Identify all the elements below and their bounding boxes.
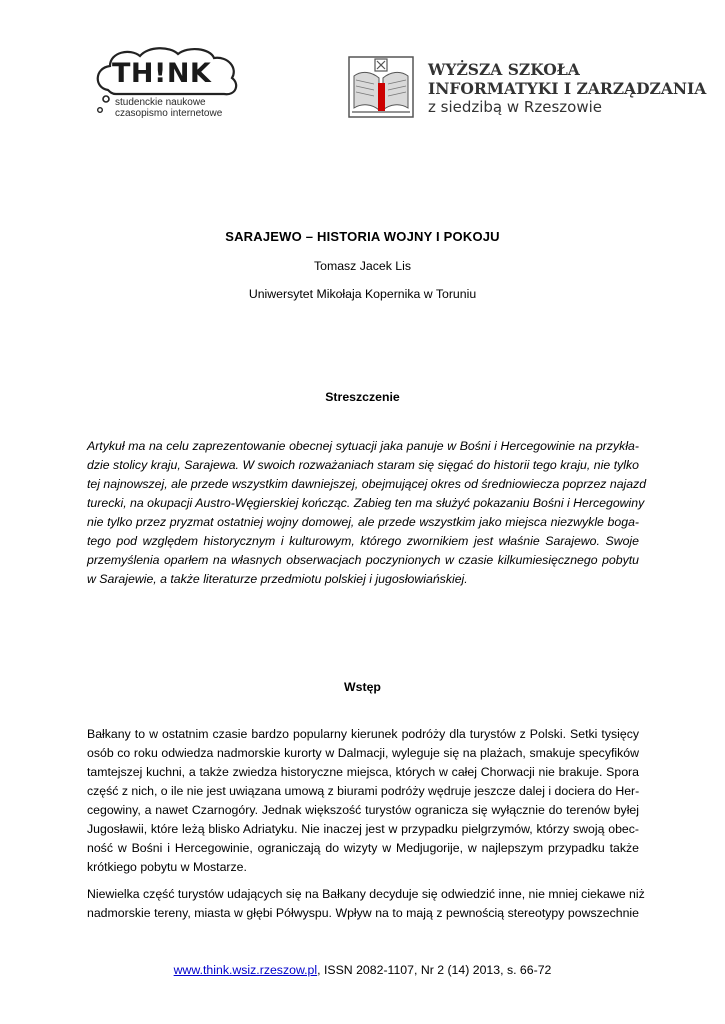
think-logo-line2: czasopismo internetowe (115, 108, 223, 119)
wsiz-logo (348, 56, 707, 122)
abstract-line: przemyślenia oparłem na własnych obserwacjach poczynionych w czasie kilkumiesięcznego pobytu (87, 553, 639, 567)
university-crest-icon (348, 56, 414, 118)
abstract-line: nie tylko przez pryzmat ostatniej wojny domowej, ale przede wszystkim jako miejsca niezwykle boga- (87, 515, 639, 529)
abstract-line: w Sarajewie, a także literaturze przedmiotu polskiej i jugosłowiańskiej. (87, 572, 468, 586)
paragraph-line: tamtejszej kuchni, a także zwiedza historyczne miejsca, których w całej Chorwacji nie brakuje. Spora (87, 765, 639, 779)
think-logo-line1: studenckie naukowe (115, 97, 206, 108)
abstract-line: turecki, na okupacji Austro-Węgierskiej kończąc. Zabieg ten ma służyć pokazaniu Bośni i Hercegowiny (87, 496, 645, 510)
think-logo (86, 44, 256, 120)
think-logo-word: TH!NK (112, 58, 212, 89)
footer-citation: , ISSN 2082-1107, Nr 2 (14) 2013, s. 66-72 (317, 963, 552, 977)
paragraph-line: cegowiny, a nawet Czarnogóry. Jednak większość turystów ogranicza się wyłącznie do terenów byłej (87, 803, 639, 817)
abstract-heading: Streszczenie (325, 390, 400, 404)
paragraph-line: Bałkany to w ostatnim czasie bardzo popularny kierunek podróży dla turystów z Polski. Setki tysięcy (87, 727, 639, 741)
wsiz-logo-line2: INFORMATYKI I ZARZĄDZANIA (428, 79, 707, 98)
wsiz-logo-line1: WYŻSZA SZKOŁA (428, 60, 580, 79)
paragraph-line: Jugosławii, które leżą blisko Adriatyku. Nie inaczej jest w przypadku pielgrzymów, którzy swoją obec- (87, 822, 639, 836)
paragraph-line: część z nich, o ile nie jest uwiązana umową z biurami podróży wędruje jeszcze dalej i dociera do Her- (87, 784, 640, 798)
abstract-line: tej najnowszej, ale przede wszystkim dawniejszej, obejmującej okres od średniowiecza poprzez najazd (87, 477, 647, 491)
abstract-line: tego pod względem historycznym i kulturowym, którego zwornikiem jest właśnie Sarajewo. Swoje (87, 534, 639, 548)
abstract-line: dzie stolicy kraju, Sarajewa. W swoich rozważaniach staram się sięgać do historii tego kraju, nie tylko (87, 458, 639, 472)
paragraph-line: krótkiego pobytu w Mostarze. (87, 860, 247, 874)
abstract-body (87, 437, 647, 589)
author-affiliation: Uniwersytet Mikołaja Kopernika w Toruniu (248, 287, 477, 301)
intro-paragraph-1 (87, 725, 639, 877)
page-footer (0, 961, 725, 980)
paragraph-line: osób co roku odwiedza nadmorskie kurorty w Dalmacji, wyleguje się na plażach, smakuje specyfików (87, 746, 639, 760)
journal-link[interactable]: www.think.wsiz.rzeszow.pl (173, 963, 318, 977)
paragraph-line: ność w Bośni i Hercegowinie, ograniczają do wizyty w Medjugorije, w najlepszym przypadku także (87, 841, 639, 855)
paragraph-line: nadmorskie tereny, miasta w głębi Półwyspu. Wpływ na to mają z pewnością stereotypy powszechnie (87, 906, 639, 920)
article-title: SARAJEWO – HISTORIA WOJNY I POKOJU (225, 229, 500, 244)
intro-paragraph-2 (87, 885, 645, 923)
intro-heading: Wstęp (344, 680, 381, 694)
wsiz-logo-line3: z siedzibą w Rzeszowie (428, 98, 602, 116)
abstract-line: Artykuł ma na celu zaprezentowanie obecnej sytuacji jaka panuje w Bośni i Hercegowinie na przykła- (87, 439, 639, 453)
author-name: Tomasz Jacek Lis (313, 259, 412, 273)
paragraph-line: Niewielka część turystów udających się na Bałkany decyduje się odwiedzić inne, nie mniej ciekawe niż (87, 887, 645, 901)
